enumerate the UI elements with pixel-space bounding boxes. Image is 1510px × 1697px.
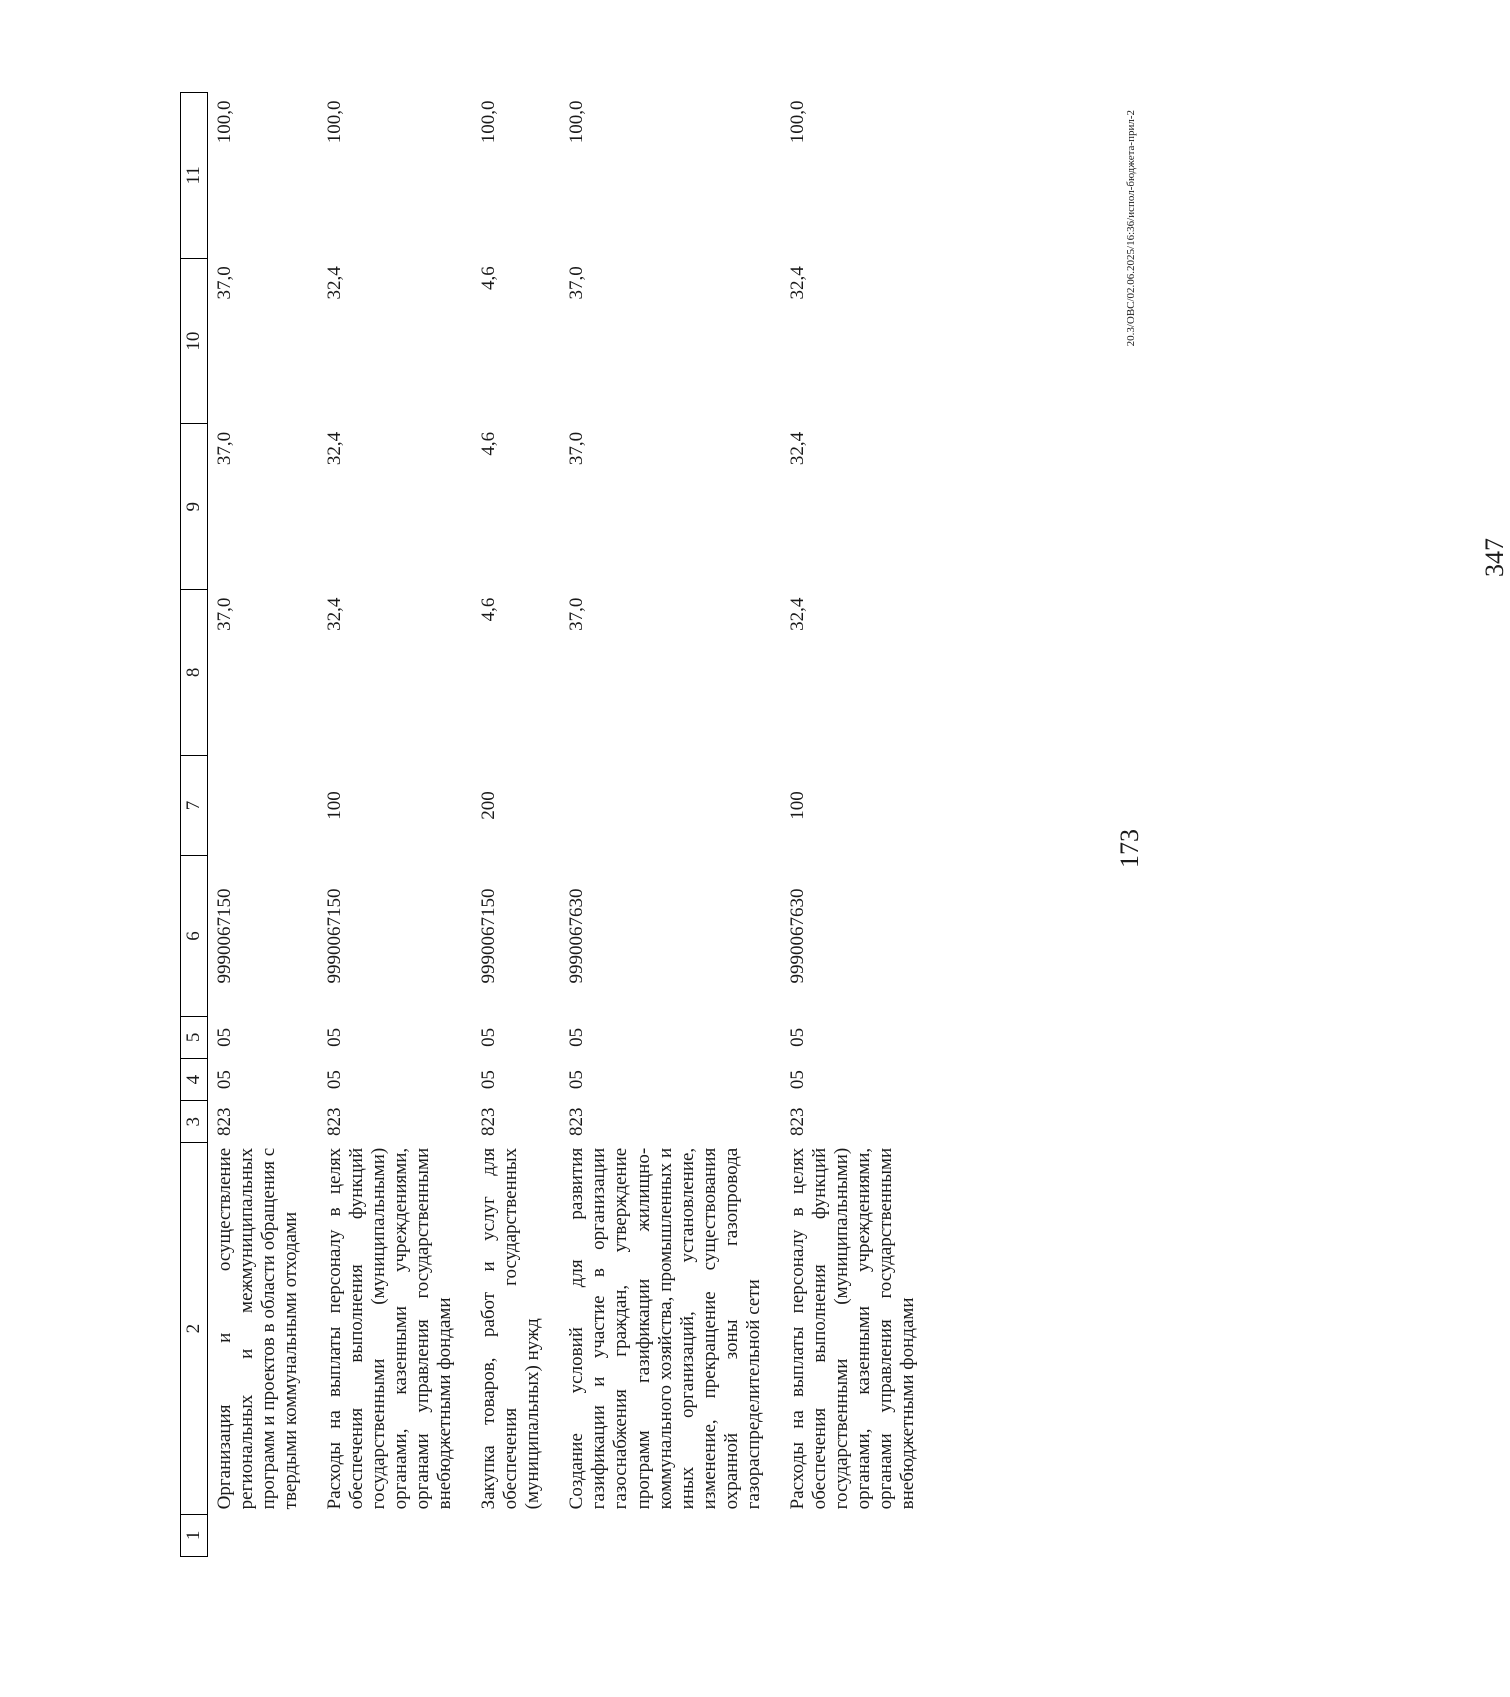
column-header: 7: [181, 755, 208, 855]
value-cell: 4,6: [478, 597, 500, 622]
percent-cell: 100,0: [478, 100, 500, 144]
value-cell: 37,0: [566, 431, 588, 466]
row-number-cell: [318, 1514, 472, 1556]
column-header: 5: [181, 1016, 208, 1058]
column-header: 1: [181, 1514, 208, 1556]
subsection-code-cell: 05: [786, 1027, 808, 1047]
expense-name-cell: Создание условий для развития газификации и участие в организации газоснабжения граждан, утверждение программ газификации жилищно-коммунального хозяйства, промышленных и иных организаций, установление, изменение, прекращение существования охранной зоны газопровода газораспределительной сети: [566, 1147, 764, 1510]
value-cell: 4,6: [478, 431, 500, 456]
table-header-row: [181, 93, 208, 1557]
value-cell: 37,0: [214, 266, 235, 300]
value-cell: 32,4: [324, 266, 346, 300]
expense-type-cell: [208, 755, 319, 855]
row-number-cell: [781, 1514, 935, 1556]
row-number-cell: [472, 1514, 560, 1556]
row-number-cell: [208, 1514, 319, 1556]
document-stamp: 20.3/ОВС/02.06.2025/16:36/испол-бюджета-прил-2: [1125, 110, 1137, 347]
value-cell: 37,0: [214, 597, 235, 631]
subsection-code-cell: 05: [324, 1027, 346, 1047]
expense-type-cell: 100: [324, 791, 346, 820]
value-cell: 32,4: [324, 431, 346, 466]
column-header: 2: [181, 1143, 208, 1515]
expense-name-cell: Расходы на выплаты персоналу в целях обеспечения выполнения функций государственными (муниципальными) органами, казенными учреждениями, органами управления государственными внебюджетными фондами: [786, 1147, 918, 1510]
percent-cell: 100,0: [786, 100, 808, 144]
value-cell: 32,4: [786, 266, 808, 300]
column-header: 10: [181, 258, 208, 424]
percent-cell: 100,0: [324, 100, 346, 144]
target-article-cell: 9990067630: [786, 888, 808, 984]
value-cell: 32,4: [786, 597, 808, 631]
ministry-code-cell: 823: [786, 1107, 808, 1136]
expense-name-cell: Закупка товаров, работ и услуг для обеспечения государственных (муниципальных) нужд: [478, 1147, 544, 1510]
row-number-cell: [560, 1514, 780, 1556]
target-article-cell: 9990067150: [478, 888, 500, 984]
expense-name-cell: Расходы на выплаты персоналу в целях обеспечения выполнения функций государственными (муниципальными) органами, казенными учреждениями, органами управления государственными внебюджетными фондами: [324, 1147, 456, 1510]
expense-type-cell: 200: [478, 791, 500, 820]
subsection-code-cell: 05: [478, 1027, 500, 1047]
value-cell: 37,0: [214, 431, 235, 466]
subsection-code-cell: 05: [566, 1027, 588, 1047]
column-header: 3: [181, 1101, 208, 1143]
expense-name-cell: Организация и осуществление региональных и межмуниципальных программ и проектов в области обращения с твердыми коммунальными отходами: [214, 1147, 302, 1510]
column-header: 6: [181, 856, 208, 1017]
ministry-code-cell: 823: [566, 1107, 588, 1136]
value-cell: 4,6: [478, 266, 500, 290]
target-article-cell: 9990067150: [214, 888, 235, 984]
table-row: [318, 93, 472, 1557]
percent-cell: 100,0: [566, 100, 588, 144]
value-cell: 32,4: [786, 431, 808, 466]
column-header: 11: [181, 93, 208, 259]
value-cell: 37,0: [566, 266, 588, 300]
section-code-cell: 05: [478, 1070, 500, 1090]
value-cell: 37,0: [566, 597, 588, 631]
column-header: 4: [181, 1058, 208, 1100]
target-article-cell: 9990067630: [566, 888, 588, 984]
column-header: 8: [181, 590, 208, 756]
target-article-cell: 9990067150: [324, 888, 346, 984]
subsection-code-cell: 05: [214, 1027, 235, 1047]
table-row: [208, 93, 319, 1557]
section-code-cell: 05: [214, 1070, 235, 1090]
table-row: [560, 93, 780, 1557]
table-row: [472, 93, 560, 1557]
page-top-number: 173: [1115, 829, 1144, 868]
ministry-code-cell: 823: [214, 1107, 235, 1136]
section-code-cell: 05: [566, 1070, 588, 1090]
sheet-number: 347: [1480, 538, 1509, 577]
section-code-cell: 05: [786, 1070, 808, 1090]
budget-table: [180, 92, 935, 1557]
column-header: 9: [181, 424, 208, 590]
percent-cell: 100,0: [214, 100, 235, 144]
section-code-cell: 05: [324, 1070, 346, 1090]
ministry-code-cell: 823: [478, 1107, 500, 1136]
expense-type-cell: 100: [786, 791, 808, 820]
value-cell: 32,4: [324, 597, 346, 631]
table-row: [781, 93, 935, 1557]
ministry-code-cell: 823: [324, 1107, 346, 1136]
expense-type-cell: [560, 755, 780, 855]
